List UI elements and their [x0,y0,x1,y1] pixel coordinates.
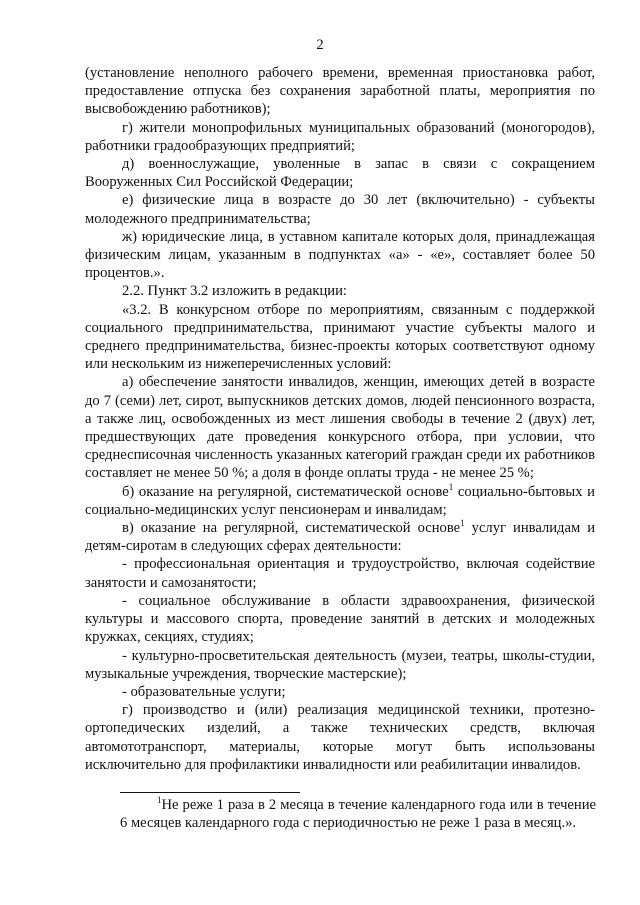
list-item-orientation: - профессиональная ориентация и трудоустройство, включая содействие занятости и самозанятости; [85,556,595,591]
footnote-marker: 1 [157,795,162,806]
footnote-text: Не реже 1 раза в 2 месяца в течение календарного года или в течение 6 месяцев календарного года с периодичностью не реже 1 раза в месяц.». [120,797,596,831]
paragraph-item-zh: ж) юридические лица, в уставном капитале которых доля, принадлежащая физическим лицам, указанным в подпунктах «а» - «е», составляет более 50 процентов.». [85,228,595,282]
list-item-cultural: - культурно-просветительская деятельность (музеи, театры, школы-студии, музыкальные учреждения, творческие мастерские); [85,647,595,682]
footnote-ref: 1 [460,518,465,529]
condition-b-text-end: социально-бытовых и социально-медицинских услуг пенсионерам и инвалидам; [85,483,595,518]
paragraph-condition-b [85,483,595,519]
paragraph-item-d: д) военнослужащие, уволенные в запас в связи с сокращением Вооруженных Сил Российской Федерации; [85,156,595,191]
page-number: 2 [316,37,324,53]
paragraph-item-e: е) физические лица в возрасте до 30 лет (включительно) - субъекты молодежного предпринимательства; [85,192,595,227]
footnote [120,796,596,832]
paragraph-condition-g: г) производство и (или) реализация медицинской техники, протезно-ортопедических изделий, а также технических средств, включая автомототранспорт, материалы, которые могут быть использованы исключительно для профилактики инвалидности или реабилитации инвалидов. [85,702,595,773]
footnote-ref: 1 [448,481,454,492]
condition-v-text-end: услуг инвалидам и детям-сиротам в следующих сферах деятельности: [85,520,596,555]
paragraph-item-g: г) жители монопрофильных муниципальных образований (моногородов), работники градообразующих предприятий; [85,119,595,154]
paragraph-condition-a: а) обеспечение занятости инвалидов, женщин, имеющих детей в возрасте до 7 (семи) лет, сирот, выпускников детских домов, людей пенсионного возраста, а также лиц, освобожденных из мест лишения свободы в течение 2 (двух) лет, предшествующих дате проведения конкурсного отбора, при условии, что среднесписочная численность указанных категорий граждан среди их работников составляет не менее 50 %; а доля в фонде оплаты труда - не менее 25 %; [85,374,595,482]
condition-b-text: б) оказание на регулярной, систематической основе [122,483,449,500]
paragraph-condition-v [85,519,595,555]
paragraph-clause-2-2: 2.2. Пункт 3.2 изложить в редакции: [122,283,347,300]
list-item-education: - образовательные услуги; [122,683,286,700]
footnote-divider [120,792,300,793]
list-item-social-service: - социальное обслуживание в области здравоохранения, физической культуры и массового спорта, проведение занятий в детских и молодежных кружках, секциях, студиях; [85,592,595,646]
paragraph-continuation: (установление неполного рабочего времени, временная приостановка работ, предоставление отпуска без сохранения заработной платы, мероприятия по высвобождению работников); [85,65,595,118]
condition-v-text: в) оказание на регулярной, систематической основе [122,520,461,537]
paragraph-clause-3-2: «3.2. В конкурсном отборе по мероприятиям, связанным с поддержкой социального предпринимательства, принимают участие субъекты малого и среднего предпринимательства, бизнес-проекты которых соответствуют одному или нескольким из нижеперечисленных условий: [85,301,595,373]
document-body [85,64,595,774]
